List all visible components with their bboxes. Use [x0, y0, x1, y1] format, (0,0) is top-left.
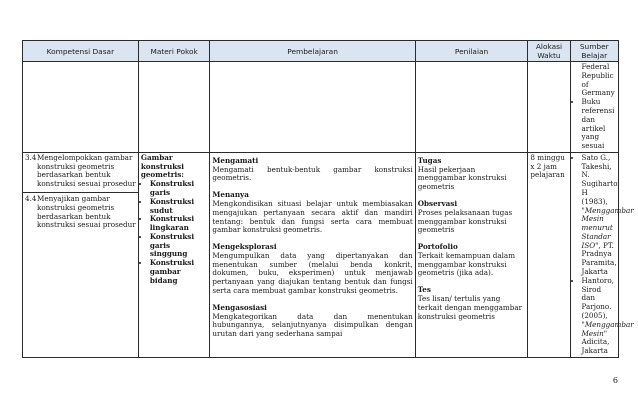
- pembelajaran-cell: [210, 152, 415, 357]
- kompetensi-item: [25, 154, 136, 189]
- syllabus-table: [22, 40, 634, 358]
- sumber-continuation-cell: [570, 62, 618, 153]
- pembelajaran-section: [212, 157, 412, 183]
- section-text: Mengumpulkan data yang dipertanyakan dan menentukan sumber (melalui benda konkrit, dokumen, buku, eksperimen) untuk menjawab pertanyaan yang diajukan tentang bentuk dan fungsi serta cara membuat gambar konstruksi geometris.: [212, 250, 413, 296]
- section-heading: Menanya: [212, 190, 249, 200]
- materi-cell: [138, 152, 210, 357]
- alokasi-cell: [528, 152, 570, 357]
- materi-item: • Konstruksi garis: [150, 180, 208, 198]
- sumber-list: [573, 152, 634, 356]
- penilaian-block: [418, 286, 526, 321]
- penilaian-heading: Tes: [417, 285, 431, 295]
- penilaian-text: Tes lisan/ tertulis yang terkait dengan menggambar konstruksi geometris: [417, 294, 523, 321]
- pembelajaran-section: [212, 243, 412, 296]
- materi-title: Gambar konstruksi geometris:: [140, 152, 184, 180]
- materi-item: • Konstruksi sudut: [150, 198, 208, 216]
- penilaian-heading: Observasi: [417, 199, 458, 208]
- penilaian-heading: Tugas: [417, 155, 442, 165]
- penilaian-text: Hasil pekerjaan menggambar konstruksi geometris: [417, 164, 507, 192]
- header-sumber-belajar: Sumber Belajar: [570, 41, 618, 62]
- header-materi-pokok: Materi Pokok: [138, 41, 210, 62]
- header-pembelajaran: Pembelajaran: [210, 41, 415, 62]
- sumber-item: • Sato G., Takeshi, N. Sugihartо H (1983), "Menggambar Mesin menurut Standar ISO", PT. Pradnya Paramita, Jakarta: [582, 154, 616, 277]
- kompetensi-cell: [23, 152, 139, 357]
- sumber-item: • Hantoro, Sirod dan Parjono. (2005), "Menggambar Mesin" Adicita, Jakarta: [582, 277, 616, 356]
- page-number: 6: [612, 376, 618, 385]
- materi-item: • Konstruksi gambar bidang: [150, 259, 208, 285]
- section-heading: Mengasosiasi: [212, 302, 267, 312]
- continuation-row: [23, 62, 619, 153]
- penilaian-text: Terkait kemampuan dalam menggambar konstruksi geometris (jika ada).: [417, 250, 516, 278]
- pembelajaran-section: [212, 304, 412, 339]
- header-kompetensi-dasar: Kompetensi Dasar: [23, 41, 139, 62]
- kompetensi-item: [23, 192, 138, 230]
- materi-list: [141, 180, 208, 285]
- kompetensi-number: 4.4: [25, 194, 37, 203]
- materi-item: • Konstruksi garis singgung: [150, 233, 208, 259]
- header-row: [23, 41, 619, 62]
- kompetensi-text: Menyajikan gambar konstruksi geometris berdasarkan bentuk konstruksi sesuai prosedur: [37, 194, 136, 230]
- penilaian-block: [418, 157, 526, 192]
- sumber-cell: [570, 152, 634, 357]
- content-row: [23, 152, 619, 357]
- section-text: Mengkategorikan data dan menentukan hubungannya, selanjutnyanya disimpulkan dengan urutan dari yang sederhana sampai: [212, 311, 413, 339]
- materi-item: • Konstruksi lingkaran: [150, 215, 208, 233]
- header-alokasi-waktu: Alokasi Waktu: [528, 41, 570, 62]
- section-text: Mengkondisikan situasi belajar untuk membiasakan mengajukan pertanyaan secara aktif dan mandiri tentang: bentuk dan fungsi serta cara membuat gambar konstruksi geometris.: [212, 199, 413, 235]
- kompetensi-text: Mengelompokkan gambar konstruksi geometris berdasarkan bentuk konstruksi sesuai prosedur: [37, 152, 136, 189]
- alokasi-waktu-text: 8 minggu x 2 jam pelajaran: [530, 152, 565, 180]
- penilaian-block: [418, 243, 526, 278]
- penilaian-text: Proses pelaksanaan tugas menggambar konstruksi geometris: [417, 207, 513, 235]
- section-heading: Mengeksplorasi: [212, 242, 277, 252]
- penilaian-cell: [415, 152, 528, 357]
- section-text: Mengamati bentuk-bentuk gambar konstruksi geometris.: [212, 164, 413, 183]
- penilaian-heading: Portofolio: [417, 242, 458, 252]
- pembelajaran-section: [212, 191, 412, 235]
- section-heading: Mengamati: [212, 155, 259, 165]
- penilaian-block: [418, 200, 526, 235]
- kompetensi-number: 3.4: [25, 152, 37, 162]
- header-penilaian: Penilaian: [415, 41, 528, 62]
- sumber-item-buku: • Buku referensi dan artikel yang sesuai: [582, 98, 616, 151]
- sumber-continuation-text: Federal Republic of Germany: [581, 62, 615, 98]
